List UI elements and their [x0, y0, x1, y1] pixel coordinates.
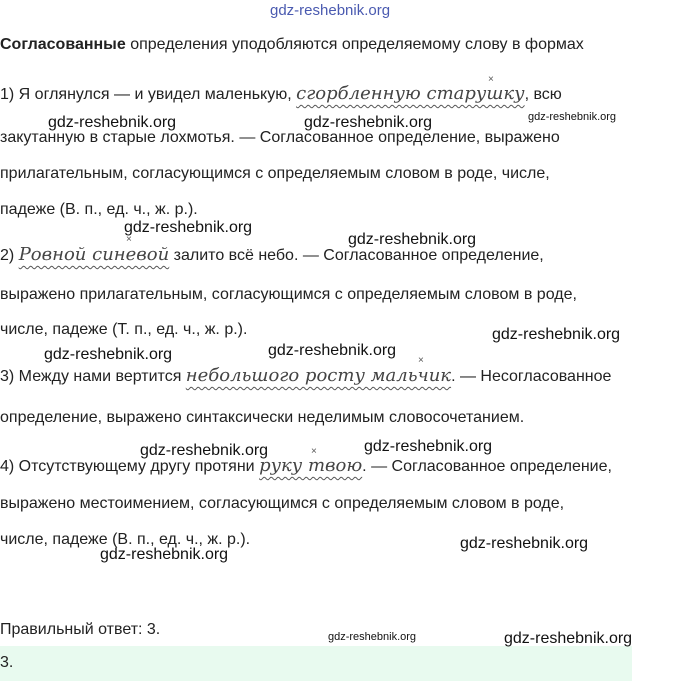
item-3-pre: Между нами вертится: [14, 368, 186, 385]
cross-mark-icon: ×: [418, 355, 424, 366]
item-1-line-4: падеже (В. п., ед. ч., ж. р.).: [0, 201, 198, 218]
item-3-number: 3): [0, 368, 15, 385]
intro-text: определения уподобляются определяемому слову в формах: [125, 36, 584, 53]
item-2-post: залито всё небо. — Согласованное определение,: [169, 247, 544, 264]
item-4-handwritten: руку твою: [259, 455, 363, 476]
item-2-handwritten: Ровной синевой: [18, 244, 170, 265]
item-1-number: 1): [0, 86, 15, 103]
answer-value: 3.: [0, 654, 14, 671]
cross-mark-icon: ×: [311, 446, 317, 457]
item-2-line-2: выражено прилагательным, согласующимся с определяемым словом в роде,: [0, 286, 577, 303]
watermark: gdz-reshebnik.org: [304, 114, 433, 131]
watermark: gdz-reshebnik.org: [348, 231, 477, 248]
correct-answer-label: Правильный ответ: 3.: [0, 621, 161, 638]
item-4-post: . — Согласованное определение,: [362, 458, 612, 475]
watermark: gdz-reshebnik.org: [492, 326, 621, 343]
intro-bold: Согласованные: [0, 36, 126, 53]
item-2-number: 2): [0, 247, 15, 264]
watermark: gdz-reshebnik.org: [364, 438, 493, 455]
watermark: gdz-reshebnik.org: [44, 346, 173, 363]
item-4-number: 4): [0, 458, 15, 475]
watermark: gdz-reshebnik.org: [48, 114, 177, 131]
watermark: gdz-reshebnik.org: [460, 535, 589, 552]
watermark: gdz-reshebnik.org: [328, 631, 417, 643]
watermark-top: gdz-reshebnik.org: [270, 2, 391, 19]
item-3-handwritten: небольшого росту мальчик: [185, 365, 452, 386]
item-3-line-1: [0, 366, 611, 387]
watermark: gdz-reshebnik.org: [528, 111, 617, 123]
watermark: gdz-reshebnik.org: [140, 442, 269, 459]
item-4-line-1: [0, 456, 612, 477]
item-3-line-2: определение, выражено синтаксически неделимым словосочетанием.: [0, 409, 525, 426]
item-1-post: , всю: [524, 86, 562, 103]
watermark: gdz-reshebnik.org: [100, 546, 229, 563]
item-4-line-2: выражено местоимением, согласующимся с определяемым словом в роде,: [0, 495, 565, 512]
intro-line: [0, 35, 584, 55]
answer-box: [0, 646, 632, 681]
cross-mark-icon: ×: [488, 74, 494, 85]
item-4-line-3: числе, падеже (В. п., ед. ч., ж. р.).: [0, 531, 251, 548]
item-2-line-3: числе, падеже (Т. п., ед. ч., ж. р.).: [0, 321, 248, 338]
cross-mark-icon: ×: [126, 234, 132, 245]
item-1-line-2: закутанную в старые лохмотья. — Согласованное определение, выражено: [0, 129, 560, 146]
item-1-line-1: [0, 84, 562, 105]
item-1-handwritten: сгорбленную старушку: [296, 83, 525, 104]
watermark: gdz-reshebnik.org: [124, 219, 253, 236]
watermark: gdz-reshebnik.org: [268, 342, 397, 359]
watermark: gdz-reshebnik.org: [504, 630, 633, 647]
item-1-line-3: прилагательным, согласующимся с определяемым словом в роде, числе,: [0, 165, 550, 182]
item-3-post: . — Несогласованное: [451, 368, 612, 385]
item-4-pre: Отсутствующему другу протяни: [14, 458, 260, 475]
item-1-pre: Я оглянулся — и увидел маленькую,: [14, 86, 297, 103]
